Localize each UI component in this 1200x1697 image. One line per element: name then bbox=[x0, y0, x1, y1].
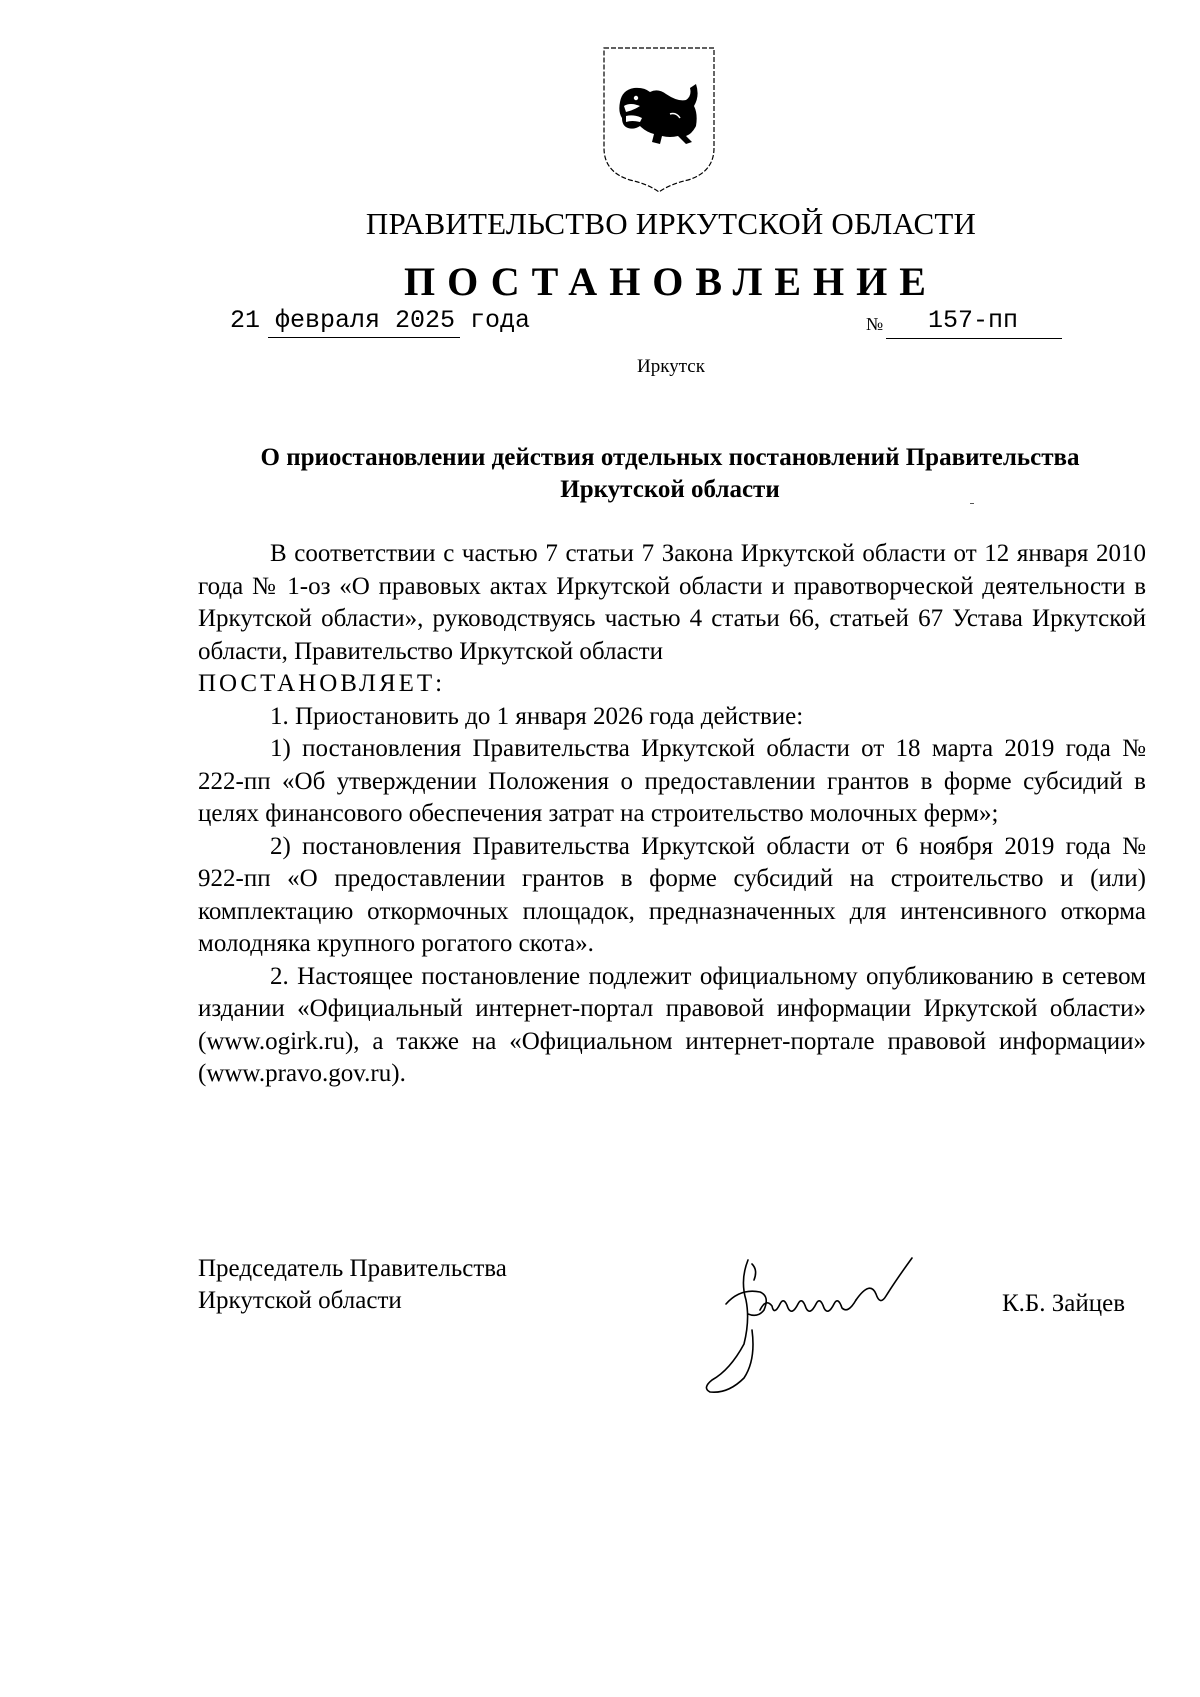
document-number: 157-пп bbox=[928, 306, 1019, 335]
resolves-heading: ПОСТАНОВЛЯЕТ: bbox=[198, 670, 446, 697]
document-date: 21 февраля 2025 года bbox=[230, 306, 531, 335]
coat-of-arms-icon bbox=[600, 44, 718, 194]
date-underline bbox=[268, 337, 460, 338]
signatory-name: К.Б. Зайцев bbox=[1002, 1290, 1126, 1317]
item-2: 2. Настоящее постановление подлежит официальному опубликованию в сетевом издании «Официальный интернет-портал правовой информации Иркутской области» (www.ogirk.ru), а также на «Официальном интернет-портале правовой информации» (www.pravo.gov.ru). bbox=[198, 962, 1146, 1087]
document-subject bbox=[190, 442, 1150, 506]
position-line: Председатель Правительства bbox=[198, 1255, 507, 1282]
city-name: Иркутск bbox=[637, 356, 705, 377]
number-underline bbox=[886, 338, 1062, 339]
preamble-paragraph: В соответствии с частью 7 статьи 7 Закона Иркутской области от 12 января 2010 года № 1-оз «О правовых актах Иркутской области и правотворческой деятельности в Иркутской области», руководствуясь частью 4 статьи 66, статьей 67 Устава Иркутской области, Правительство Иркутской области bbox=[198, 540, 1146, 665]
item-1: 1. Приостановить до 1 января 2026 года действие: bbox=[270, 702, 804, 730]
scan-artifact bbox=[970, 503, 974, 504]
document-body bbox=[198, 538, 1146, 1091]
item-1-1: 1) постановления Правительства Иркутской области от 18 марта 2019 года № 222-пп «Об утверждении Положения о предоставлении грантов в форме субсидий в целях финансового обеспечения затрат на строительство молочных ферм»; bbox=[198, 735, 1146, 827]
subject-line: Иркутской области bbox=[560, 476, 780, 503]
position-line: Иркутской области bbox=[198, 1287, 402, 1314]
signatory-position bbox=[198, 1253, 507, 1317]
number-sign: № bbox=[866, 314, 884, 334]
handwritten-signature bbox=[700, 1240, 960, 1400]
item-1-2: 2) постановления Правительства Иркутской области от 6 ноября 2019 года № 922-пп «О предоставлении грантов в форме субсидий на строительство и (или) комплектацию откормочных площадок, предназначенных для интенсивного откорма молодняка крупного рогатого скота». bbox=[198, 832, 1146, 957]
organization-title: ПРАВИТЕЛЬСТВО ИРКУТСКОЙ ОБЛАСТИ bbox=[365, 206, 977, 241]
document-type-title: ПОСТАНОВЛЕНИЕ bbox=[404, 259, 938, 304]
subject-line: О приостановлении действия отдельных постановлений Правительства bbox=[260, 444, 1080, 471]
